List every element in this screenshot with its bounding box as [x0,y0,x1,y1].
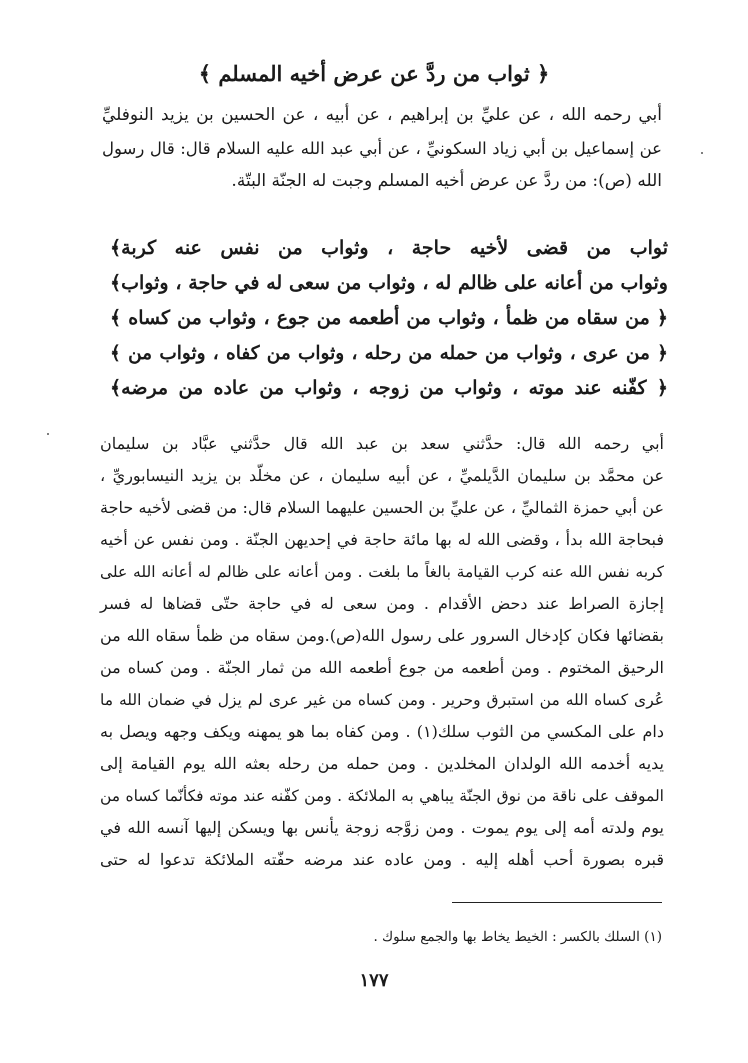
body-line: يوم ولدته أمه إلى يوم يموت . ومن زوَّجه زوجة يأنس بها ويسكن إليها آنسه الله في [100,818,664,837]
footnote: (١) السلك بالكسر : الخيط يخاط بها والجمع سلوك . [373,929,662,945]
body-line: عن محمَّد بن سليمان الدَّيلميِّ ، عن أبيه سليمان ، عن مخلّد بن يزيد النيسابوريِّ ، [100,466,664,485]
page-number: ١٧٧ [359,970,389,991]
body-line: فبحاجة الله بدأ ، وقضى الله له بها مائة حاجة في إحديهن الجنّة . ومن نفس عن أخيه [100,530,664,549]
isnad-line: عن إسماعيل بن أبي زياد السكونيِّ ، عن أبي عبد الله عليه السلام قال: قال رسول [102,139,662,158]
scan-speck [701,152,703,154]
isnad-paragraph [102,99,662,198]
heading-line: ﴿ من عرى ، وثواب من حمله من رحله ، وثواب من كفاه ، وثواب من ﴾ [110,343,668,364]
heading-line: ﴿ من سقاه من ظمأ ، وثواب من أطعمه من جوع ، وثواب من كساه ﴾ [110,307,668,329]
body-line: إجازة الصراط عند دحض الأقدام . ومن سعى له في حاجة حتّى قضاها له فسر [100,594,664,613]
body-line: الموقف على ناقة من نوق الجنّة يباهي به الملائكة . ومن كفّنه عند موته فكأنّما كساه من [100,787,664,805]
body-line: بقضائها فكان كإدخال السرور على رسول الله(ص).ومن سقاه من ظمأ سقاه الله من [100,626,664,645]
body-line: يديه أخدمه الله الولدان المخلدين . ومن حمله من رحله بعثه الله يوم القيامة إلى [100,754,664,773]
body-line: أبي رحمه الله قال: حدَّثني سعد بن عبد الله قال حدَّثني عبَّاد بن سليمان [100,434,664,453]
heading-line: وثواب من أعانه على ظالم له ، وثواب من سعى له في حاجة ، وثواب﴾ [110,272,668,294]
isnad-line: أبي رحمه الله ، عن عليِّ بن إبراهيم ، عن أبيه ، عن الحسين بن يزيد النوفليِّ [102,105,662,125]
isnad-line: الله (ص): من ردَّ عن عرض أخيه المسلم وجبت له الجنّة البتّة. [231,171,662,191]
scan-speck [47,433,49,435]
body-line: كربه نفس الله عنه كرب القيامة بالغاً ما بلغت . ومن أعانه على ظالم له أعانه الله على [100,563,664,581]
footnote-divider [452,902,662,903]
chapter-title: ﴿ ثواب من ردَّ عن عرض أخيه المسلم ﴾ [198,61,550,86]
body-line: دام على المكسي من الثوب سلك(١) . ومن كفاه بما هو يمهنه ويكف وجهه ويصل به [100,722,664,741]
body-line: الرحيق المختوم . ومن أطعمه من جوع أطعمه الله من ثمار الجنّة . ومن كساه من [100,658,664,677]
body-line: قبره بصورة أحب أهله إليه . ومن عاده عند مرضه حفّته الملائكة تدعوا له حتى [100,850,664,869]
body-line: عن أبي حمزة الثماليِّ ، عن عليِّ بن الحسين عليهما السلام قال: من قضى لأخيه حاجة [100,498,664,517]
heading-line: ثواب من قضى لأخيه حاجة ، وثواب من نفس عنه كربة﴾ [110,237,668,259]
body-line: عُرى كساه الله من استبرق وحرير . ومن كساه من غير عرى لم يزل في ضمان الله ما [100,691,664,709]
heading-line: ﴿ كفّنه عند موته ، وثواب من زوجه ، وثواب من عاده من مرضه﴾ [110,377,668,399]
main-paragraph [100,428,664,876]
section-heading-block [110,231,668,406]
